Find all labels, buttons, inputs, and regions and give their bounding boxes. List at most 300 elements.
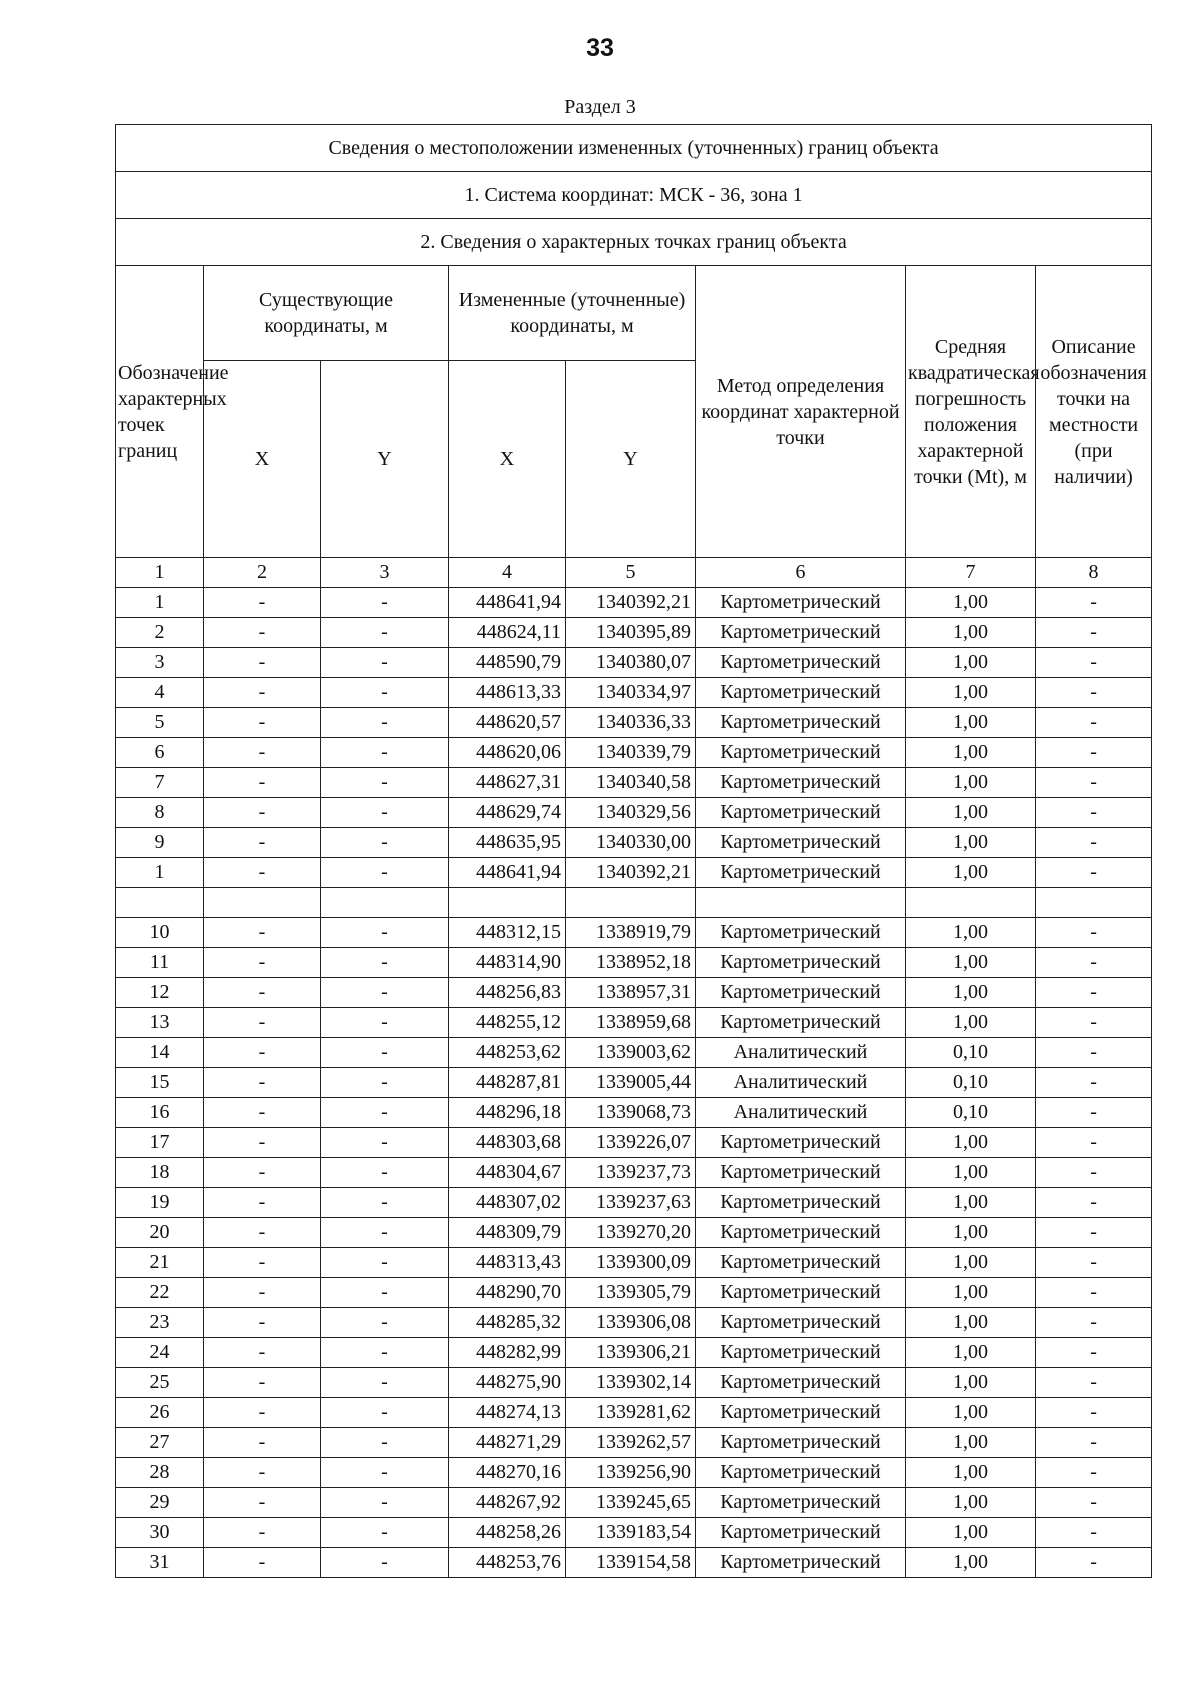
existing-y-cell: - [321,678,449,708]
boundary-points-table [115,124,1152,1578]
existing-y-cell: - [321,708,449,738]
error-cell: 1,00 [906,1518,1036,1548]
changed-y-cell: 1340392,21 [566,858,696,888]
error-cell: 1,00 [906,1008,1036,1038]
column-number: 2 [204,558,321,588]
point-id-cell [116,888,204,918]
error-cell: 1,00 [906,1458,1036,1488]
point-id-cell: 10 [116,918,204,948]
existing-x-cell: - [204,1428,321,1458]
existing-x-cell: - [204,828,321,858]
error-cell: 0,10 [906,1038,1036,1068]
existing-y-cell: - [321,1428,449,1458]
header-changed-x: X [449,361,566,558]
description-cell: - [1036,1368,1152,1398]
description-cell: - [1036,1308,1152,1338]
error-cell [906,888,1036,918]
table-row [116,1368,1152,1398]
description-cell: - [1036,1428,1152,1458]
header-existing-coordinates: Существующие координаты, м [204,266,449,361]
existing-x-cell: - [204,768,321,798]
changed-y-cell: 1340329,56 [566,798,696,828]
point-id-cell: 4 [116,678,204,708]
existing-x-cell: - [204,978,321,1008]
changed-x-cell: 448312,15 [449,918,566,948]
table-row [116,768,1152,798]
changed-x-cell: 448314,90 [449,948,566,978]
point-id-cell: 3 [116,648,204,678]
table-row [116,1218,1152,1248]
existing-y-cell: - [321,858,449,888]
method-cell: Картометрический [696,1158,906,1188]
method-cell: Аналитический [696,1098,906,1128]
error-cell: 1,00 [906,768,1036,798]
changed-x-cell: 448629,74 [449,798,566,828]
changed-y-cell: 1340392,21 [566,588,696,618]
description-cell: - [1036,648,1152,678]
table-row [116,1548,1152,1578]
table-row [116,918,1152,948]
description-cell: - [1036,1218,1152,1248]
error-cell: 1,00 [906,948,1036,978]
method-cell: Картометрический [696,978,906,1008]
description-cell: - [1036,1038,1152,1068]
existing-x-cell: - [204,1488,321,1518]
table-row [116,1038,1152,1068]
error-cell: 1,00 [906,1308,1036,1338]
page-number: 33 [586,34,614,62]
existing-y-cell: - [321,1188,449,1218]
table-row [116,1008,1152,1038]
existing-y-cell: - [321,1008,449,1038]
existing-y-cell: - [321,978,449,1008]
description-cell: - [1036,1458,1152,1488]
column-number: 6 [696,558,906,588]
existing-x-cell: - [204,1278,321,1308]
changed-y-cell: 1340330,00 [566,828,696,858]
existing-x-cell: - [204,948,321,978]
changed-y-cell: 1339302,14 [566,1368,696,1398]
table-row [116,1428,1152,1458]
changed-x-cell: 448620,06 [449,738,566,768]
point-id-cell: 31 [116,1548,204,1578]
changed-y-cell: 1339270,20 [566,1218,696,1248]
changed-x-cell: 448641,94 [449,588,566,618]
point-id-cell: 30 [116,1518,204,1548]
changed-y-cell: 1339281,62 [566,1398,696,1428]
description-cell: - [1036,798,1152,828]
existing-y-cell: - [321,1368,449,1398]
table-row [116,798,1152,828]
existing-x-cell: - [204,1398,321,1428]
existing-x-cell: - [204,618,321,648]
changed-y-cell: 1339154,58 [566,1548,696,1578]
table-header [116,125,1152,588]
description-cell: - [1036,828,1152,858]
point-id-cell: 1 [116,858,204,888]
changed-x-cell: 448303,68 [449,1128,566,1158]
point-id-cell: 14 [116,1038,204,1068]
method-cell: Картометрический [696,618,906,648]
existing-y-cell: - [321,1038,449,1068]
existing-x-cell: - [204,1518,321,1548]
existing-x-cell: - [204,738,321,768]
header-existing-x: X [204,361,321,558]
changed-x-cell: 448285,32 [449,1308,566,1338]
existing-x-cell: - [204,708,321,738]
existing-y-cell: - [321,588,449,618]
changed-y-cell: 1339306,21 [566,1338,696,1368]
existing-x-cell: - [204,1308,321,1338]
description-cell: - [1036,768,1152,798]
column-number: 8 [1036,558,1152,588]
changed-x-cell: 448627,31 [449,768,566,798]
error-cell: 1,00 [906,1278,1036,1308]
changed-x-cell: 448275,90 [449,1368,566,1398]
description-cell: - [1036,1548,1152,1578]
method-cell: Аналитический [696,1038,906,1068]
table-row [116,1248,1152,1278]
error-cell: 1,00 [906,678,1036,708]
point-id-cell: 18 [116,1158,204,1188]
method-cell: Картометрический [696,1458,906,1488]
point-id-cell: 28 [116,1458,204,1488]
changed-x-cell: 448271,29 [449,1428,566,1458]
table-row [116,1278,1152,1308]
description-cell: - [1036,1188,1152,1218]
error-cell: 1,00 [906,1188,1036,1218]
existing-x-cell: - [204,648,321,678]
changed-x-cell: 448624,11 [449,618,566,648]
error-cell: 1,00 [906,1128,1036,1158]
changed-y-cell: 1339003,62 [566,1038,696,1068]
point-id-cell: 22 [116,1278,204,1308]
existing-y-cell: - [321,1218,449,1248]
point-id-cell: 11 [116,948,204,978]
description-cell: - [1036,588,1152,618]
method-cell: Картометрический [696,1338,906,1368]
column-number: 7 [906,558,1036,588]
description-cell: - [1036,918,1152,948]
method-cell: Картометрический [696,918,906,948]
method-cell: Картометрический [696,1548,906,1578]
existing-x-cell: - [204,1188,321,1218]
changed-y-cell: 1338957,31 [566,978,696,1008]
point-id-cell: 19 [116,1188,204,1218]
point-id-cell: 9 [116,828,204,858]
header-mean-square-error: Средняя квадратическая погрешность положения характерной точки (Mt), м [906,266,1036,558]
error-cell: 1,00 [906,618,1036,648]
changed-x-cell: 448613,33 [449,678,566,708]
changed-x-cell: 448296,18 [449,1098,566,1128]
existing-x-cell: - [204,1368,321,1398]
method-cell: Картометрический [696,1008,906,1038]
method-cell: Картометрический [696,1248,906,1278]
error-cell: 1,00 [906,918,1036,948]
method-cell: Аналитический [696,1068,906,1098]
existing-y-cell: - [321,918,449,948]
table-row [116,1308,1152,1338]
changed-y-cell: 1340340,58 [566,768,696,798]
method-cell: Картометрический [696,648,906,678]
point-id-cell: 24 [116,1338,204,1368]
table-row [116,888,1152,918]
error-cell: 1,00 [906,1158,1036,1188]
table-row [116,948,1152,978]
existing-x-cell: - [204,1008,321,1038]
method-cell: Картометрический [696,1218,906,1248]
error-cell: 0,10 [906,1068,1036,1098]
existing-y-cell: - [321,1158,449,1188]
changed-x-cell: 448253,62 [449,1038,566,1068]
description-cell [1036,888,1152,918]
method-cell: Картометрический [696,678,906,708]
existing-y-cell: - [321,1488,449,1518]
point-id-cell: 29 [116,1488,204,1518]
changed-x-cell: 448287,81 [449,1068,566,1098]
description-cell: - [1036,678,1152,708]
existing-x-cell: - [204,1338,321,1368]
description-cell: - [1036,1398,1152,1428]
changed-y-cell: 1339300,09 [566,1248,696,1278]
coordinate-system-line: 1. Система координат: МСК - 36, зона 1 [116,172,1152,219]
changed-y-cell: 1339068,73 [566,1098,696,1128]
description-cell: - [1036,1098,1152,1128]
header-existing-y: Y [321,361,449,558]
changed-x-cell: 448274,13 [449,1398,566,1428]
points-info-line: 2. Сведения о характерных точках границ объекта [116,219,1152,266]
changed-y-cell: 1339262,57 [566,1428,696,1458]
existing-x-cell: - [204,1458,321,1488]
error-cell: 1,00 [906,738,1036,768]
column-number: 3 [321,558,449,588]
changed-y-cell: 1340395,89 [566,618,696,648]
point-id-cell: 1 [116,588,204,618]
table-row [116,1098,1152,1128]
table-row [116,1398,1152,1428]
changed-y-cell: 1339256,90 [566,1458,696,1488]
point-id-cell: 15 [116,1068,204,1098]
method-cell: Картометрический [696,828,906,858]
method-cell: Картометрический [696,948,906,978]
description-cell: - [1036,1008,1152,1038]
changed-x-cell [449,888,566,918]
existing-x-cell: - [204,1128,321,1158]
existing-y-cell: - [321,1398,449,1428]
header-point-designation: Обозначение характерных точек границ [116,266,204,558]
error-cell: 0,10 [906,1098,1036,1128]
table-row [116,1338,1152,1368]
method-cell: Картометрический [696,1188,906,1218]
description-cell: - [1036,1158,1152,1188]
header-point-description: Описание обозначения точки на местности (при наличии) [1036,266,1152,558]
existing-x-cell: - [204,1098,321,1128]
point-id-cell: 21 [116,1248,204,1278]
changed-x-cell: 448641,94 [449,858,566,888]
error-cell: 1,00 [906,978,1036,1008]
table-row [116,708,1152,738]
error-cell: 1,00 [906,1338,1036,1368]
error-cell: 1,00 [906,1398,1036,1428]
existing-y-cell: - [321,1098,449,1128]
existing-x-cell: - [204,858,321,888]
existing-y-cell: - [321,1548,449,1578]
changed-x-cell: 448253,76 [449,1548,566,1578]
changed-x-cell: 448270,16 [449,1458,566,1488]
method-cell: Картометрический [696,1518,906,1548]
existing-y-cell: - [321,618,449,648]
error-cell: 1,00 [906,1218,1036,1248]
error-cell: 1,00 [906,798,1036,828]
error-cell: 1,00 [906,648,1036,678]
method-cell: Картометрический [696,858,906,888]
point-id-cell: 2 [116,618,204,648]
error-cell: 1,00 [906,1428,1036,1458]
point-id-cell: 27 [116,1428,204,1458]
description-cell: - [1036,1068,1152,1098]
existing-x-cell: - [204,1038,321,1068]
method-cell: Картометрический [696,738,906,768]
table-row [116,1488,1152,1518]
changed-y-cell [566,888,696,918]
method-cell: Картометрический [696,1428,906,1458]
existing-y-cell: - [321,828,449,858]
changed-x-cell: 448590,79 [449,648,566,678]
description-cell: - [1036,948,1152,978]
error-cell: 1,00 [906,858,1036,888]
table-row [116,1068,1152,1098]
table-row [116,648,1152,678]
existing-y-cell: - [321,1338,449,1368]
existing-y-cell [321,888,449,918]
point-id-cell: 26 [116,1398,204,1428]
description-cell: - [1036,738,1152,768]
method-cell: Картометрический [696,588,906,618]
changed-x-cell: 448304,67 [449,1158,566,1188]
existing-y-cell: - [321,1458,449,1488]
changed-y-cell: 1339306,08 [566,1308,696,1338]
changed-y-cell: 1338959,68 [566,1008,696,1038]
existing-x-cell: - [204,1548,321,1578]
description-cell: - [1036,1278,1152,1308]
point-id-cell: 20 [116,1218,204,1248]
changed-x-cell: 448258,26 [449,1518,566,1548]
error-cell: 1,00 [906,1368,1036,1398]
changed-x-cell: 448620,57 [449,708,566,738]
method-cell [696,888,906,918]
existing-y-cell: - [321,1068,449,1098]
description-cell: - [1036,618,1152,648]
existing-y-cell: - [321,1308,449,1338]
error-cell: 1,00 [906,708,1036,738]
changed-y-cell: 1340336,33 [566,708,696,738]
changed-x-cell: 448309,79 [449,1218,566,1248]
method-cell: Картометрический [696,798,906,828]
header-changed-coordinates: Измененные (уточненные) координаты, м [449,266,696,361]
point-id-cell: 8 [116,798,204,828]
existing-y-cell: - [321,648,449,678]
description-cell: - [1036,858,1152,888]
description-cell: - [1036,978,1152,1008]
existing-y-cell: - [321,738,449,768]
point-id-cell: 5 [116,708,204,738]
changed-y-cell: 1339183,54 [566,1518,696,1548]
changed-x-cell: 448290,70 [449,1278,566,1308]
method-cell: Картометрический [696,1368,906,1398]
point-id-cell: 16 [116,1098,204,1128]
changed-y-cell: 1339226,07 [566,1128,696,1158]
column-number: 4 [449,558,566,588]
changed-y-cell: 1340380,07 [566,648,696,678]
table-row [116,738,1152,768]
existing-x-cell: - [204,1158,321,1188]
changed-x-cell: 448307,02 [449,1188,566,1218]
changed-x-cell: 448313,43 [449,1248,566,1278]
table-row [116,1458,1152,1488]
existing-y-cell: - [321,948,449,978]
changed-x-cell: 448635,95 [449,828,566,858]
error-cell: 1,00 [906,1488,1036,1518]
table-row [116,678,1152,708]
method-cell: Картометрический [696,1128,906,1158]
point-id-cell: 25 [116,1368,204,1398]
point-id-cell: 7 [116,768,204,798]
existing-x-cell: - [204,588,321,618]
existing-x-cell: - [204,678,321,708]
method-cell: Картометрический [696,1488,906,1518]
existing-x-cell: - [204,798,321,828]
table-row [116,1188,1152,1218]
table-row [116,1518,1152,1548]
table-row [116,828,1152,858]
error-cell: 1,00 [906,1548,1036,1578]
error-cell: 1,00 [906,828,1036,858]
error-cell: 1,00 [906,588,1036,618]
existing-x-cell: - [204,1068,321,1098]
changed-x-cell: 448267,92 [449,1488,566,1518]
table-row [116,618,1152,648]
header-changed-y: Y [566,361,696,558]
table-row [116,978,1152,1008]
error-cell: 1,00 [906,1248,1036,1278]
existing-y-cell: - [321,1278,449,1308]
table-row [116,588,1152,618]
column-numbers-row [116,558,1152,588]
description-cell: - [1036,708,1152,738]
method-cell: Картометрический [696,708,906,738]
section-title: Раздел 3 [564,96,636,118]
table-body [116,588,1152,1578]
description-cell: - [1036,1488,1152,1518]
point-id-cell: 6 [116,738,204,768]
header-method: Метод определения координат характерной точки [696,266,906,558]
point-id-cell: 23 [116,1308,204,1338]
description-cell: - [1036,1248,1152,1278]
existing-y-cell: - [321,1518,449,1548]
point-id-cell: 12 [116,978,204,1008]
changed-y-cell: 1338919,79 [566,918,696,948]
changed-y-cell: 1339305,79 [566,1278,696,1308]
point-id-cell: 17 [116,1128,204,1158]
existing-x-cell: - [204,918,321,948]
table-row [116,1158,1152,1188]
existing-y-cell: - [321,798,449,828]
existing-y-cell: - [321,1248,449,1278]
existing-x-cell: - [204,1218,321,1248]
method-cell: Картометрический [696,1398,906,1428]
existing-y-cell: - [321,1128,449,1158]
changed-x-cell: 448256,83 [449,978,566,1008]
